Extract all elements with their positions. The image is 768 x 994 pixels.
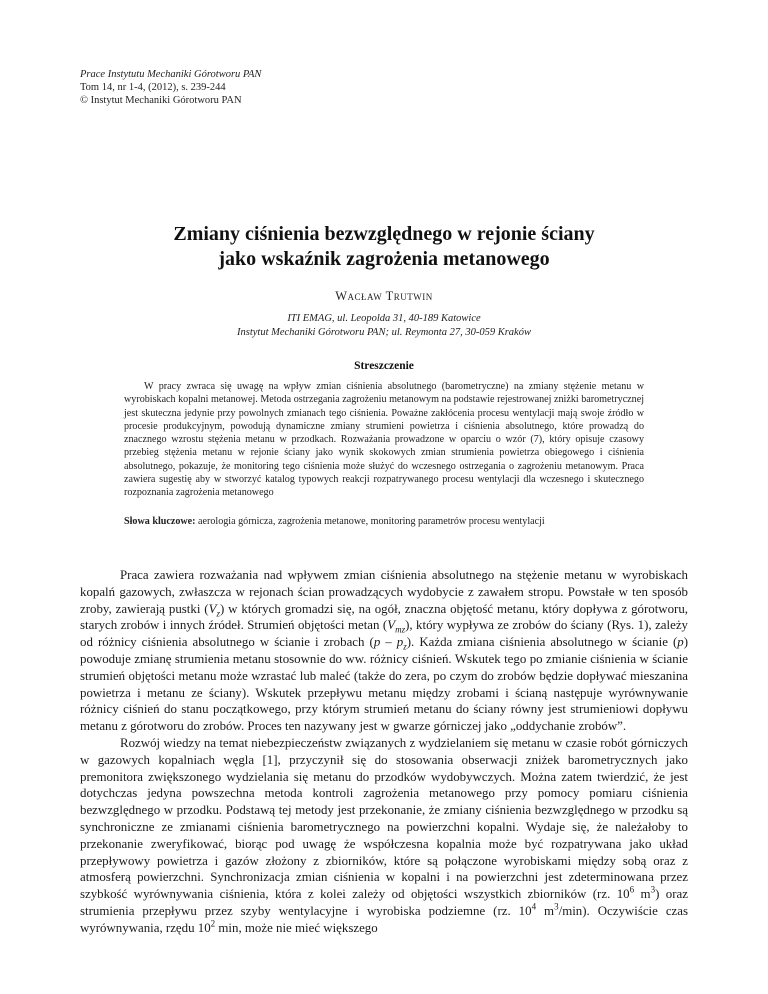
author-name: Wacław Trutwin: [335, 289, 433, 303]
abstract-text: W pracy zwraca się uwagę na wpływ zmian ciśnienia absolutnego (barometryczne) na zmiany stężenie metanu w wyrobiskach kopalni metanowej. Metoda ostrzegania zagrożeniu metanowym na podstawie rejestrowanej zniżki barometrycznej jest skuteczna jedynie przy powolnych zmianach tego ciśnienia. Poważne zakłócenia procesu wentylacji mają swoje źródło w procesie produkcyjnym, powodują dynamiczne zmiany strumieni powietrza i ciśnienia absolutnego, które prowadzą do znacznego wzrostu stężenia metanu w przodkach. Rozważania prowadzone w oparciu o wzór (7), który opisuje czasowy przebieg stężenia metanu w rejonie ściany jako wynik skokowych zmian strumienia powietrza obiegowego i ciśnienia absolutnego, pokazuje, że monitoring tego ciśnienia może służyć do wczesnego ostrzegania o zagrożeniu metanowym. Praca zawiera sugestię aby w stworzyć katalog typowych reakcji rozpatrywanego procesu wentylacji dla wczesnego i skutecznego rozpoznania zagrożenia metanowego: [124, 381, 644, 499]
title-line-1: Zmiany ciśnienia bezwzględnego w rejonie ściany: [173, 223, 595, 245]
keywords-text: aerologia górnicza, zagrożenia metanowe, monitoring parametrów procesu wentylacji: [198, 516, 545, 527]
paragraph-1: Praca zawiera rozważania nad wpływem zmian ciśnienia absolutnego na stężenie metanu w wyrobiskach kopalń gazowych, zwłaszcza w rejonach ścian prowadzących wydobycie z zawałem stropu. Powstałe w ten sposób zroby, zawierają pustki $(V_z)$ w których gromadzi się, na ogół, znaczna objętość metanu, który dopływa z górotworu, starych zrobów i innych źródeł. Strumień objętości metan $(V_{mz})$, który wypływa ze zrobów do ściany (Rys. 1), zależy od różnicy ciśnienia absolutnego w ścianie i zrobach $(p - p_z)$. Każda zmiana ciśnienia absolutnego w ścianie (p) powoduje zmianę strumienia metanu stosownie do ww. różnicy ciśnień. Wskutek tego po zmianie ciśnienia w ścianie strumień objętości metanu może wzrastać lub maleć (także do zera, po czym do zrobów będzie dopływać mieszanina powietrza i metanu ze ściany). Wskutek przepływu metanu między zrobami i ścianą następuje wyrównywanie różnicy ciśnień do stanu początkowego, przy którym strumień metanu do ściany równy jest strumieniowi dopływu metanu z górotworu do zrobów. Proces ten nazywany jest w gwarze górniczej jako „oddychanie zrobów”.: [80, 568, 689, 734]
journal-volume: Tom 14, nr 1-4, (2012), s. 239-244: [80, 82, 226, 93]
body-text: [80, 567, 688, 937]
keywords-label: Słowa kluczowe:: [124, 516, 196, 527]
paper-title: [80, 222, 688, 272]
title-line-2: jako wskaźnik zagrożenia metanowego: [218, 248, 550, 270]
affiliation-2: Instytut Mechaniki Górotworu PAN; ul. Reymonta 27, 30-059 Kraków: [237, 326, 531, 338]
paragraph-2: Rozwój wiedzy na temat niebezpieczeństw związanych z wydzielaniem się metanu w czasie robót górniczych w gazowych kopalniach węgla [1], przyczynił się do stosowania obserwacji zniżek barometrycznych jako premonitora zwiększonego wydzielania się metanu do przodków wydobywczych. Można zatem twierdzić, że jest dotychczas jedyna powszechna metoda kontroli zagrożenia metanowego przy pomocy pomiaru ciśnienia bezwzględnego w przodku. Podstawą tej metody jest przekonanie, że zmiany ciśnienia bezwzględnego w przodku są synchroniczne ze zmianami ciśnienia barometrycznego na powierzchni kopalni. Wydaje się, że należałoby to przekonanie zweryfikować, biorąc pod uwagę że współczesna kopalnia może być rozpatrywana jako układ przepływowy powietrza i gazów złożony z zbiorników, które są połączone wyrobiskami między sobą oraz z atmosferą powierzchni. Synchronizacja zmian ciśnienia w kopalni i na powierzchni jest zdeterminowana przez szybkość wyrównywania ciśnienia, która z kolei zależy od objętości wszystkich zbiorników (rz. $10^6$ $m^3$) oraz strumienia przepływu przez szyby wentylacyjne i wyrobiska podziemne (rz. $10^4$ $m^3/\min$). Oczywiście czas wyrównywania, rzędu $10^2$ min, może nie mieć większego: [80, 735, 689, 935]
affiliations: [80, 312, 688, 339]
affiliation-1: ITI EMAG, ul. Leopolda 31, 40-189 Katowice: [287, 313, 481, 324]
journal-name: Prace Instytutu Mechaniki Górotworu PAN: [80, 69, 262, 80]
keywords: [124, 515, 644, 528]
journal-copyright: © Instytut Mechaniki Górotworu PAN: [80, 95, 242, 106]
abstract-heading: Streszczenie: [354, 360, 414, 372]
journal-header: [80, 68, 261, 107]
